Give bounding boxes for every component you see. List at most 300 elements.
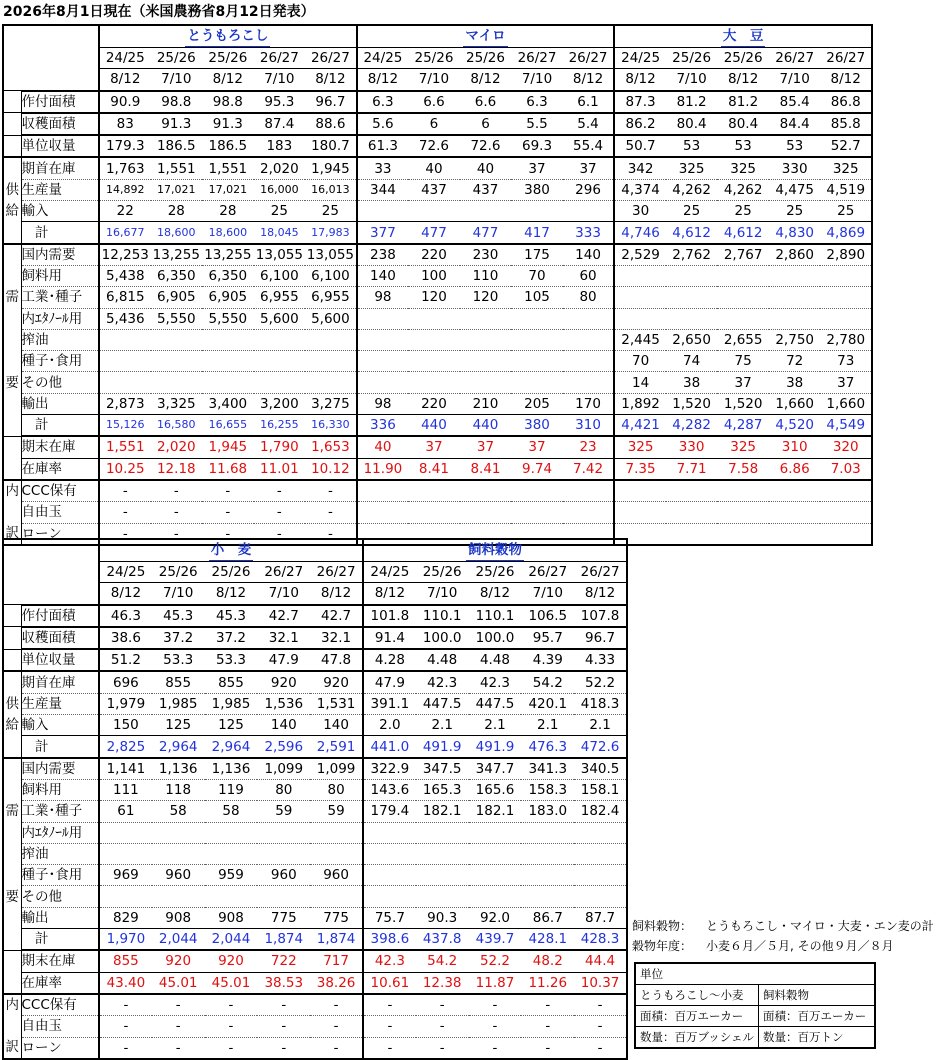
data-cell: [416, 843, 469, 864]
side-category-label: [3, 351, 21, 372]
data-cell: 477: [460, 222, 512, 244]
data-cell: [460, 372, 512, 393]
note-feed-grain: [632, 916, 934, 936]
data-cell: 32.1: [257, 627, 310, 649]
section-label: 飼料穀物: [466, 540, 524, 561]
data-cell: [152, 843, 205, 864]
data-cell: 5,600: [305, 308, 357, 329]
release-date-header: 8/12: [363, 583, 416, 605]
data-cell: 182.1: [469, 801, 522, 822]
release-date-header: 8/12: [357, 69, 409, 91]
data-cell: 491.9: [416, 736, 469, 758]
data-cell: 325: [717, 436, 769, 458]
table-row: [3, 91, 872, 113]
table-row: [3, 950, 627, 972]
data-cell: 2,591: [310, 736, 363, 758]
data-cell: 86.7: [521, 907, 574, 928]
data-cell: [769, 265, 821, 286]
table-row: [3, 671, 627, 693]
data-cell: 12,253: [99, 244, 151, 266]
data-cell: 1,763: [99, 157, 151, 179]
data-cell: 8.41: [460, 458, 512, 480]
crop-year-header: 24/25: [99, 562, 152, 583]
data-cell: 4,262: [717, 179, 769, 200]
table-row: [3, 627, 627, 649]
data-cell: [769, 502, 821, 523]
data-cell: 90.9: [99, 91, 151, 113]
data-cell: 10.37: [574, 972, 627, 994]
row-label: 輸出: [21, 393, 99, 414]
data-cell: [151, 372, 203, 393]
table-row: [3, 886, 627, 907]
data-cell: 180.7: [305, 135, 357, 157]
data-cell: [521, 822, 574, 843]
data-cell: 322.9: [363, 758, 416, 780]
data-cell: 75: [717, 351, 769, 372]
side-category-label: [3, 458, 21, 480]
data-cell: 37: [511, 157, 563, 179]
release-date-header: 8/12: [614, 69, 666, 91]
data-cell: 417: [511, 222, 563, 244]
data-cell: 476.3: [521, 736, 574, 758]
table-row: [3, 994, 627, 1016]
data-cell: [666, 287, 718, 308]
data-cell: 175: [511, 244, 563, 266]
data-cell: 6,100: [254, 265, 306, 286]
section-title-wheat: [99, 539, 363, 562]
row-label: 収穫面積: [21, 113, 99, 135]
row-label: CCC保有: [21, 480, 99, 502]
data-cell: [310, 886, 363, 907]
data-cell: 54.2: [416, 950, 469, 972]
data-cell: 4,287: [717, 415, 769, 437]
data-cell: 1,531: [310, 693, 363, 714]
data-cell: 2,445: [614, 329, 666, 350]
data-cell: [363, 822, 416, 843]
data-cell: [460, 480, 512, 502]
section-header-row: [3, 25, 872, 48]
data-cell: 53: [717, 135, 769, 157]
table-row: [3, 502, 872, 523]
row-label: 搾油: [21, 843, 99, 864]
data-cell: [820, 480, 872, 502]
data-cell: 95.3: [254, 91, 306, 113]
table-row: [3, 135, 872, 157]
data-cell: 230: [460, 244, 512, 266]
side-category-label: 需: [3, 801, 21, 822]
data-cell: 110: [460, 265, 512, 286]
data-cell: [614, 502, 666, 523]
data-cell: 23: [563, 436, 615, 458]
data-cell: 60: [563, 265, 615, 286]
data-cell: [717, 523, 769, 545]
data-cell: 428.1: [521, 929, 574, 951]
data-cell: [666, 523, 718, 545]
data-cell: -: [257, 1016, 310, 1037]
data-cell: 330: [666, 436, 718, 458]
crop-year-header: 25/26: [460, 48, 512, 69]
release-date-header: 7/10: [257, 583, 310, 605]
data-cell: -: [310, 994, 363, 1016]
data-cell: 6.3: [511, 91, 563, 113]
data-cell: [574, 886, 627, 907]
row-label: 計: [21, 736, 99, 758]
data-cell: 42.7: [310, 605, 363, 627]
data-cell: 72: [769, 351, 821, 372]
unit-area-2: 面積：百万エーカー: [763, 1009, 867, 1023]
crop-year-header: 24/25: [357, 48, 409, 69]
data-cell: -: [205, 994, 258, 1016]
table-row: [3, 157, 872, 179]
table-row: [3, 843, 627, 864]
note-key: 飼料穀物：: [632, 919, 693, 933]
data-cell: [416, 822, 469, 843]
data-cell: 6.1: [563, 91, 615, 113]
data-cell: -: [469, 1037, 522, 1059]
data-cell: 10.61: [363, 972, 416, 994]
data-cell: 7.58: [717, 458, 769, 480]
data-cell: 4,549: [820, 415, 872, 437]
side-category-label: [3, 972, 21, 994]
data-cell: 1,874: [310, 929, 363, 951]
table-row: [3, 779, 627, 800]
data-cell: 42.7: [257, 605, 310, 627]
data-cell: 439.7: [469, 929, 522, 951]
data-cell: -: [305, 502, 357, 523]
data-cell: 341.3: [521, 758, 574, 780]
data-cell: [614, 287, 666, 308]
table-row: [3, 393, 872, 414]
data-cell: [460, 329, 512, 350]
table-row: [3, 649, 627, 671]
side-category-label: [3, 436, 21, 458]
release-date-header: 8/12: [574, 583, 627, 605]
data-cell: [469, 865, 522, 886]
release-date-header: 8/12: [563, 69, 615, 91]
data-cell: [254, 329, 306, 350]
data-cell: [469, 886, 522, 907]
data-cell: 75.7: [363, 907, 416, 928]
row-label: 在庫率: [21, 972, 99, 994]
row-label: 輸入: [21, 201, 99, 222]
section-label: 小 麦: [209, 540, 254, 561]
data-cell: 22: [99, 201, 151, 222]
data-cell: -: [99, 480, 151, 502]
data-cell: 72.6: [408, 135, 460, 157]
note-text: 小麦６月／５月, その他９月／８月: [706, 939, 894, 953]
release-date-header: 7/10: [511, 69, 563, 91]
data-cell: 4.39: [521, 649, 574, 671]
data-cell: 87.4: [254, 113, 306, 135]
data-cell: 380: [511, 415, 563, 437]
data-cell: [357, 480, 409, 502]
data-cell: 33: [357, 157, 409, 179]
data-cell: [310, 843, 363, 864]
side-category-label: [3, 779, 21, 800]
data-cell: [820, 523, 872, 545]
data-cell: 91.3: [202, 113, 254, 135]
data-cell: [363, 886, 416, 907]
data-cell: 165.3: [416, 779, 469, 800]
row-label: 搾油: [21, 329, 99, 350]
data-cell: 7.03: [820, 458, 872, 480]
data-cell: 96.7: [305, 91, 357, 113]
data-cell: -: [257, 994, 310, 1016]
side-category-label: 供: [3, 179, 21, 200]
data-cell: 5,600: [254, 308, 306, 329]
data-cell: 1,551: [202, 157, 254, 179]
data-cell: -: [254, 502, 306, 523]
data-cell: 1,945: [202, 436, 254, 458]
data-cell: 1,660: [820, 393, 872, 414]
data-cell: 86.2: [614, 113, 666, 135]
data-cell: 220: [408, 393, 460, 414]
data-cell: 428.3: [574, 929, 627, 951]
data-cell: 6,350: [202, 265, 254, 286]
data-cell: 6.6: [460, 91, 512, 113]
section-label: 大 豆: [721, 26, 766, 47]
release-date-header: 8/12: [820, 69, 872, 91]
data-cell: 6,955: [254, 287, 306, 308]
data-cell: 472.6: [574, 736, 627, 758]
data-cell: 960: [257, 865, 310, 886]
data-cell: 2,964: [205, 736, 258, 758]
notes: [632, 916, 934, 956]
data-cell: 205: [511, 393, 563, 414]
section-title-soybean: [614, 25, 872, 48]
data-cell: 2,044: [152, 929, 205, 951]
data-cell: -: [152, 1037, 205, 1059]
data-cell: 11.26: [521, 972, 574, 994]
data-cell: [357, 372, 409, 393]
data-cell: [511, 502, 563, 523]
data-cell: [614, 265, 666, 286]
data-cell: 100.0: [416, 627, 469, 649]
data-cell: 1,536: [257, 693, 310, 714]
data-cell: 6.86: [769, 458, 821, 480]
crop-year-header: 26/27: [521, 562, 574, 583]
data-cell: 440: [460, 415, 512, 437]
data-cell: 325: [820, 157, 872, 179]
table-row: [3, 693, 627, 714]
data-cell: 6: [408, 113, 460, 135]
data-cell: 1,790: [254, 436, 306, 458]
data-cell: 4,612: [666, 222, 718, 244]
data-cell: [305, 329, 357, 350]
data-cell: 13,055: [254, 244, 306, 266]
data-cell: 45.01: [205, 972, 258, 994]
release-date-header: 7/10: [152, 583, 205, 605]
data-cell: 330: [769, 157, 821, 179]
data-cell: -: [99, 994, 152, 1016]
data-cell: [363, 843, 416, 864]
data-cell: 16,655: [202, 415, 254, 437]
side-category-label: 需: [3, 287, 21, 308]
data-cell: 5.4: [563, 113, 615, 135]
data-cell: 140: [310, 715, 363, 736]
data-cell: 25: [305, 201, 357, 222]
data-cell: 477: [408, 222, 460, 244]
data-cell: 61: [99, 801, 152, 822]
data-cell: 47.9: [257, 649, 310, 671]
data-cell: [202, 329, 254, 350]
data-cell: 908: [152, 907, 205, 928]
data-cell: 440: [408, 415, 460, 437]
data-cell: 344: [357, 179, 409, 200]
data-cell: [99, 822, 152, 843]
data-cell: 3,400: [202, 393, 254, 414]
data-cell: 4.48: [416, 649, 469, 671]
data-cell: 6,100: [305, 265, 357, 286]
data-cell: 17,021: [151, 179, 203, 200]
release-date-header: 8/12: [460, 69, 512, 91]
row-label: 期首在庫: [21, 157, 99, 179]
data-cell: 105: [511, 287, 563, 308]
data-cell: [820, 502, 872, 523]
data-cell: 37.2: [152, 627, 205, 649]
data-cell: 84.4: [769, 113, 821, 135]
data-cell: 2,655: [717, 329, 769, 350]
data-cell: 1,551: [99, 436, 151, 458]
data-cell: [254, 372, 306, 393]
data-cell: 377: [357, 222, 409, 244]
data-cell: 61.3: [357, 135, 409, 157]
data-cell: -: [469, 1016, 522, 1037]
side-category-label: [3, 244, 21, 266]
data-cell: -: [574, 994, 627, 1016]
release-date-header: 7/10: [416, 583, 469, 605]
data-cell: 55.4: [563, 135, 615, 157]
side-category-label: [3, 627, 21, 649]
data-cell: 90.3: [416, 907, 469, 928]
data-cell: [305, 372, 357, 393]
data-cell: -: [310, 1037, 363, 1059]
side-category-label: [3, 950, 21, 972]
table-row: [3, 1016, 627, 1037]
data-cell: 420.1: [521, 693, 574, 714]
data-cell: 5,438: [99, 265, 151, 286]
page-title: 2026年8月1日現在（米国農務省8月12日発表）: [3, 4, 315, 20]
data-cell: 959: [205, 865, 258, 886]
data-cell: 398.6: [363, 929, 416, 951]
data-cell: 829: [99, 907, 152, 928]
data-cell: 220: [408, 244, 460, 266]
side-category-label: [3, 393, 21, 414]
data-cell: 91.4: [363, 627, 416, 649]
data-cell: 6.3: [357, 91, 409, 113]
data-cell: 5,550: [151, 308, 203, 329]
data-cell: 4,374: [614, 179, 666, 200]
side-category-label: [3, 907, 21, 928]
data-cell: 4.28: [363, 649, 416, 671]
side-category-label: 要: [3, 886, 21, 907]
data-cell: 74: [666, 351, 718, 372]
data-cell: 150: [99, 715, 152, 736]
data-cell: 38.53: [257, 972, 310, 994]
data-cell: 4,421: [614, 415, 666, 437]
data-cell: 238: [357, 244, 409, 266]
data-cell: -: [151, 502, 203, 523]
data-cell: -: [416, 1016, 469, 1037]
side-category-label: 訳: [3, 523, 21, 545]
data-cell: 158.3: [521, 779, 574, 800]
data-cell: [563, 329, 615, 350]
release-date-header: 8/12: [305, 69, 357, 91]
data-cell: 38: [769, 372, 821, 393]
data-cell: 11.01: [254, 458, 306, 480]
data-cell: 25: [666, 201, 718, 222]
data-cell: 80: [563, 287, 615, 308]
section-header-row: [3, 539, 627, 562]
data-cell: 2.1: [574, 715, 627, 736]
crop-year-header: 26/27: [511, 48, 563, 69]
data-cell: [469, 843, 522, 864]
data-cell: [357, 308, 409, 329]
data-cell: [511, 351, 563, 372]
data-cell: 83: [99, 113, 151, 135]
data-cell: 80.4: [666, 113, 718, 135]
crop-year-header: 26/27: [254, 48, 306, 69]
row-label: 生産量: [21, 693, 99, 714]
table-row: [3, 822, 627, 843]
release-date-header: 7/10: [666, 69, 718, 91]
data-cell: -: [257, 1037, 310, 1059]
data-cell: [305, 351, 357, 372]
data-cell: [717, 265, 769, 286]
data-cell: 6,815: [99, 287, 151, 308]
data-cell: 347.5: [416, 758, 469, 780]
data-cell: 6: [460, 113, 512, 135]
side-category-label: [3, 605, 21, 627]
table-row: [3, 372, 872, 393]
data-cell: 1,141: [99, 758, 152, 780]
data-cell: 10.25: [99, 458, 151, 480]
data-cell: [152, 822, 205, 843]
side-category-label: [3, 222, 21, 244]
data-cell: 7.42: [563, 458, 615, 480]
data-cell: 4,746: [614, 222, 666, 244]
table-row: [3, 113, 872, 135]
data-cell: 491.9: [469, 736, 522, 758]
unit-area-1: 面積：百万エーカー: [636, 1006, 759, 1026]
table-row: [3, 415, 872, 437]
data-cell: [460, 502, 512, 523]
data-cell: [563, 372, 615, 393]
data-cell: -: [521, 1037, 574, 1059]
data-cell: 140: [563, 244, 615, 266]
data-cell: 53.3: [205, 649, 258, 671]
data-cell: -: [574, 1037, 627, 1059]
data-cell: 347.7: [469, 758, 522, 780]
crop-year-header: 24/25: [614, 48, 666, 69]
data-cell: 2.1: [521, 715, 574, 736]
table-row: [3, 436, 872, 458]
crop-year-header: 25/26: [202, 48, 254, 69]
data-cell: [511, 201, 563, 222]
data-cell: [408, 480, 460, 502]
data-cell: 53: [666, 135, 718, 157]
data-cell: 920: [257, 671, 310, 693]
data-cell: [717, 480, 769, 502]
data-cell: [666, 265, 718, 286]
data-cell: [574, 843, 627, 864]
data-cell: 2,860: [769, 244, 821, 266]
data-cell: 391.1: [363, 693, 416, 714]
data-cell: 40: [357, 436, 409, 458]
data-cell: 182.4: [574, 801, 627, 822]
data-cell: [511, 329, 563, 350]
data-cell: 336: [357, 415, 409, 437]
